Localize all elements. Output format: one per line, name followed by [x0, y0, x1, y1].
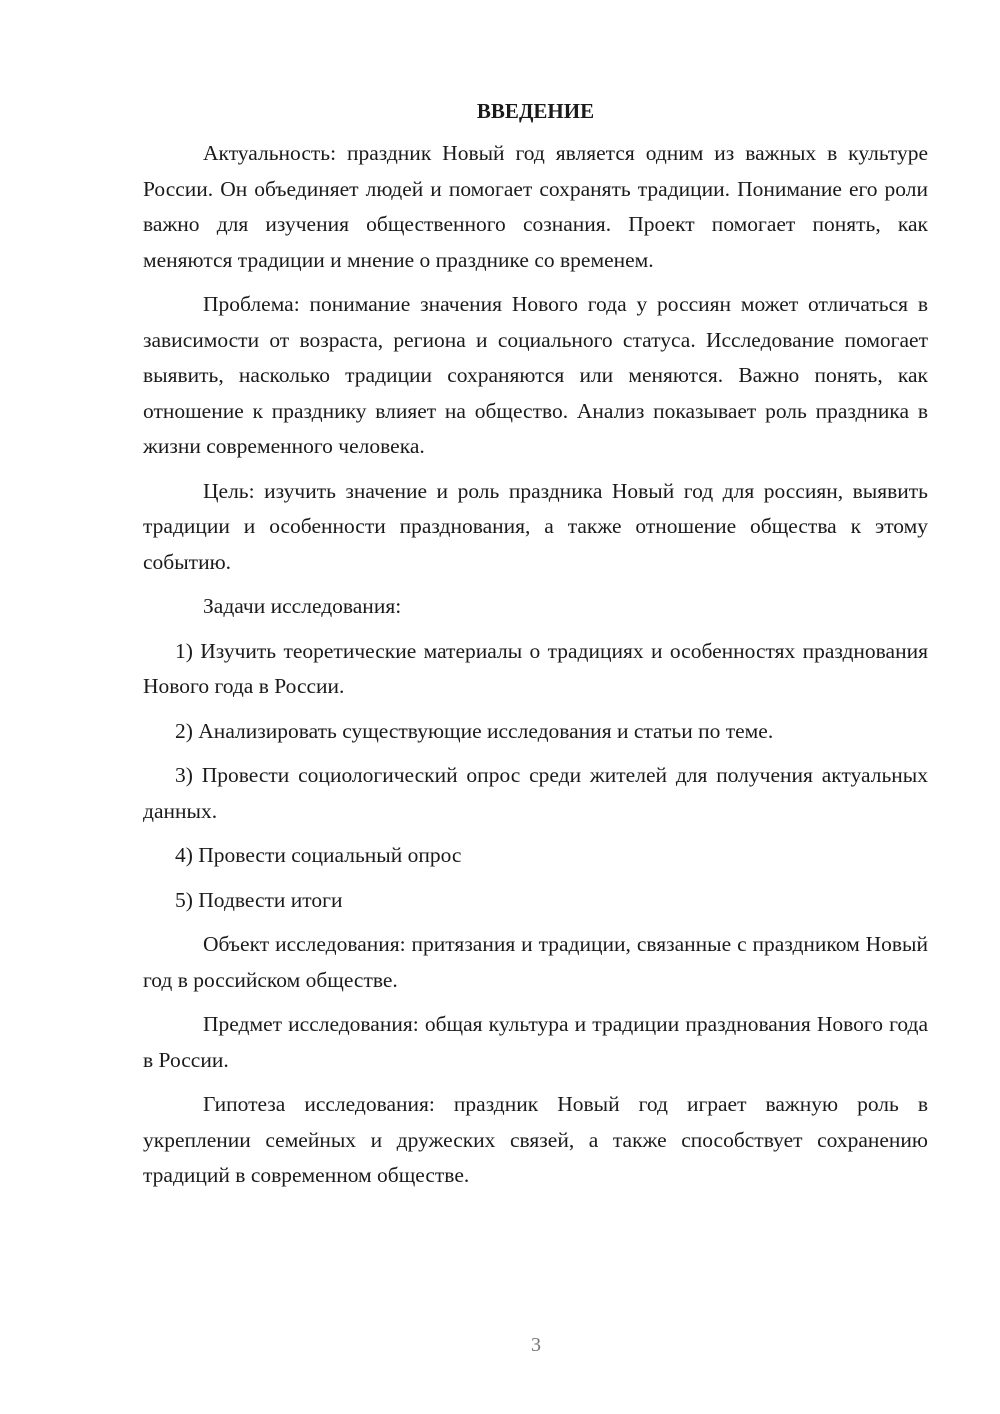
subject-paragraph: Предмет исследования: общая культура и традиции празднования Нового года в России. — [143, 1012, 928, 1072]
object-paragraph: Объект исследования: притязания и традиции, связанные с праздником Новый год в российском обществе. — [143, 932, 928, 992]
problem-paragraph: Проблема: понимание значения Нового года у россиян может отличаться в зависимости от возраста, региона и социального статуса. Исследование помогает выявить, насколько традиции сохраняются или меняются. Важно понять, как отношение к празднику влияет на общество. Анализ показывает роль праздника в жизни современного человека. — [143, 292, 928, 458]
document-page — [143, 96, 928, 1203]
page-number: 3 — [531, 1334, 541, 1356]
tasks-heading: Задачи исследования: — [203, 594, 402, 618]
relevance-paragraph: Актуальность: праздник Новый год является одним из важных в культуре России. Он объединяет людей и помогает сохранять традиции. Понимание его роли важно для изучения общественного сознания. Проект помогает понять, как меняются традиции и мнение о празднике со временем. — [143, 141, 928, 272]
task-item: 2) Анализировать существующие исследования и статьи по теме. — [175, 718, 774, 743]
task-item: 3) Провести социологический опрос среди жителей для получения актуальных данных. — [143, 763, 928, 823]
goal-paragraph: Цель: изучить значение и роль праздника Новый год для россиян, выявить традиции и особенности празднования, а также отношение общества к этому событию. — [143, 478, 928, 574]
task-item: 5) Подвести итоги — [175, 887, 343, 912]
task-item: 4) Провести социальный опрос — [175, 843, 462, 867]
task-item: 1) Изучить теоретические материалы о традициях и особенностях празднования Нового года в России. — [143, 638, 928, 698]
hypothesis-paragraph: Гипотеза исследования: праздник Новый год играет важную роль в укреплении семейных и дружеских связей, а также способствует сохранению традиций в современном обществе. — [143, 1092, 928, 1187]
page-title: ВВЕДЕНИЕ — [476, 99, 595, 123]
